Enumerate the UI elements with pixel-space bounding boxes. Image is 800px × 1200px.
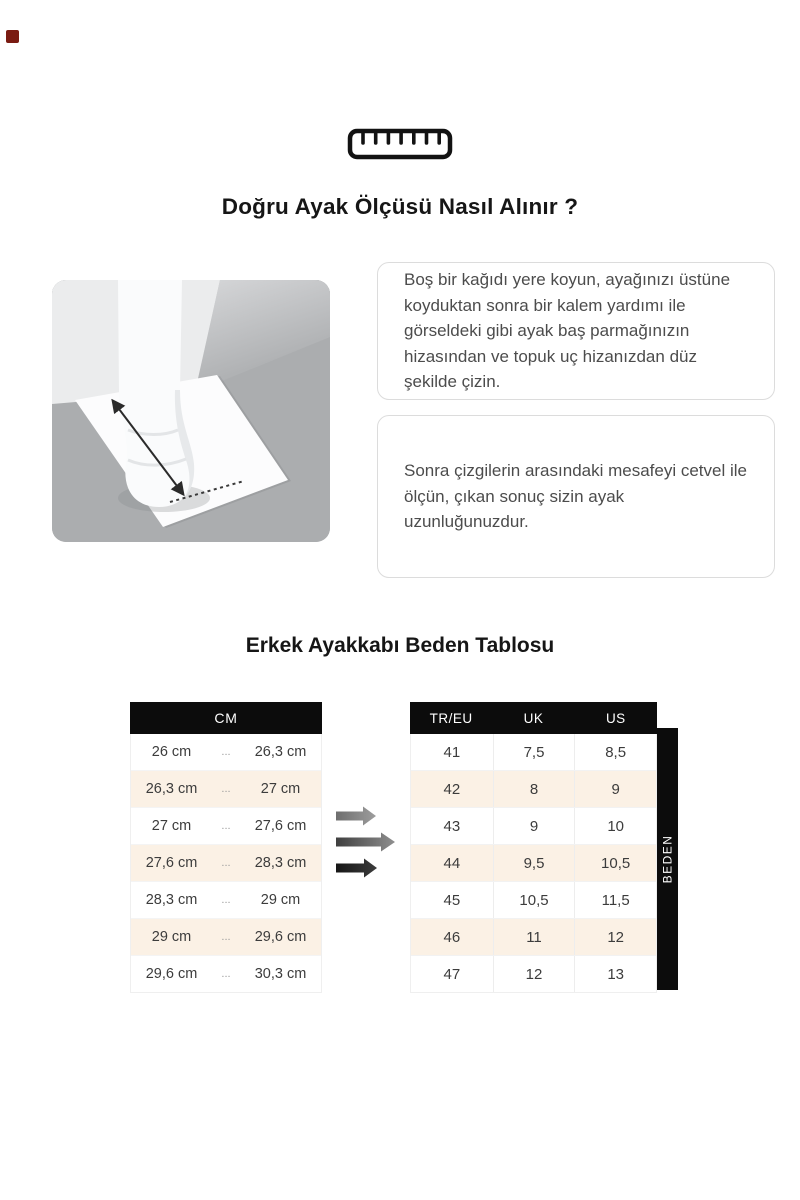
instruction-box-1 — [377, 262, 775, 400]
size-value: 10,5 — [574, 845, 656, 881]
page-title: Doğru Ayak Ölçüsü Nasıl Alınır ? — [221, 194, 579, 219]
cm-range-separator: ... — [221, 894, 231, 906]
size-table-row — [411, 845, 656, 882]
size-value: 42 — [443, 780, 461, 798]
size-table-row — [411, 771, 656, 808]
size-value: 13 — [574, 956, 656, 992]
size-value: 9 — [493, 808, 575, 844]
size-table — [410, 702, 657, 993]
cm-range-separator: ... — [221, 968, 231, 980]
size-table-row — [411, 956, 656, 992]
col-header-tr-eu: TR/EU — [429, 710, 473, 726]
size-value: 10 — [574, 808, 656, 844]
foot-measuring-photo — [52, 280, 330, 542]
size-value: 11,5 — [574, 882, 656, 918]
size-table-row — [411, 882, 656, 919]
instruction-text-1: Boş bir kağıdı yere koyun, ayağınızı üstüne koyduktan sonra bir kalem yardımı ile görseldeki gibi ayak baş parmağınızın hizasından ve topuk uç hizanızdan düz şekilde çizin. — [404, 270, 731, 392]
cm-table-body — [130, 734, 322, 993]
cm-table-row — [131, 845, 321, 882]
cm-to-value: 29,6 cm — [254, 929, 307, 945]
corner-mark — [6, 30, 19, 43]
size-table-header — [410, 702, 657, 734]
cm-table-row — [131, 956, 321, 992]
cm-table-row — [131, 771, 321, 808]
size-table-row — [411, 734, 656, 771]
col-header-us: US — [605, 710, 626, 726]
cm-table-row — [131, 882, 321, 919]
cm-range-separator: ... — [221, 746, 231, 758]
cm-range-separator: ... — [221, 931, 231, 943]
cm-from-value: 29 cm — [151, 929, 192, 945]
cm-table-row — [131, 734, 321, 771]
cm-table-row — [131, 919, 321, 956]
cm-to-value: 27 cm — [260, 781, 301, 797]
ruler-icon — [0, 128, 800, 160]
size-value: 41 — [443, 743, 461, 761]
size-value: 12 — [493, 956, 575, 992]
size-value: 9 — [574, 771, 656, 807]
cm-table-row — [131, 808, 321, 845]
cm-from-value: 26 cm — [151, 744, 192, 760]
cm-range-separator: ... — [221, 820, 231, 832]
cm-from-value: 27,6 cm — [145, 855, 198, 871]
size-value: 44 — [443, 854, 461, 872]
size-value: 11 — [493, 919, 575, 955]
beden-side-bar — [657, 728, 678, 990]
cm-from-value: 28,3 cm — [145, 892, 198, 908]
size-value: 8 — [493, 771, 575, 807]
cm-to-value: 27,6 cm — [254, 818, 307, 834]
cm-range-separator: ... — [221, 783, 231, 795]
size-value: 47 — [443, 965, 461, 983]
cm-to-value: 29 cm — [260, 892, 301, 908]
conversion-arrows-icon — [336, 806, 398, 887]
size-value: 9,5 — [493, 845, 575, 881]
size-table-body — [410, 734, 657, 993]
size-table-row — [411, 919, 656, 956]
cm-to-value: 26,3 cm — [254, 744, 307, 760]
col-header-uk: UK — [523, 710, 544, 726]
size-table-title: Erkek Ayakkabı Beden Tablosu — [245, 634, 555, 657]
size-value: 45 — [443, 891, 461, 909]
cm-from-value: 26,3 cm — [145, 781, 198, 797]
cm-range-separator: ... — [221, 857, 231, 869]
size-value: 12 — [574, 919, 656, 955]
cm-table — [130, 702, 322, 993]
cm-to-value: 30,3 cm — [254, 966, 307, 982]
beden-label: BEDEN — [660, 834, 675, 884]
size-table-row — [411, 808, 656, 845]
cm-from-value: 27 cm — [151, 818, 192, 834]
instruction-text-2: Sonra çizgilerin arasındaki mesafeyi cetvel ile ölçün, çıkan sonuç sizin ayak uzunluğunuzdur. — [404, 461, 747, 532]
size-value: 8,5 — [574, 734, 656, 770]
size-value: 43 — [443, 817, 461, 835]
size-value: 46 — [443, 928, 461, 946]
size-value: 10,5 — [493, 882, 575, 918]
cm-table-header: CM — [130, 702, 322, 734]
size-value: 7,5 — [493, 734, 575, 770]
cm-to-value: 28,3 cm — [254, 855, 307, 871]
instruction-box-2 — [377, 415, 775, 578]
cm-from-value: 29,6 cm — [145, 966, 198, 982]
